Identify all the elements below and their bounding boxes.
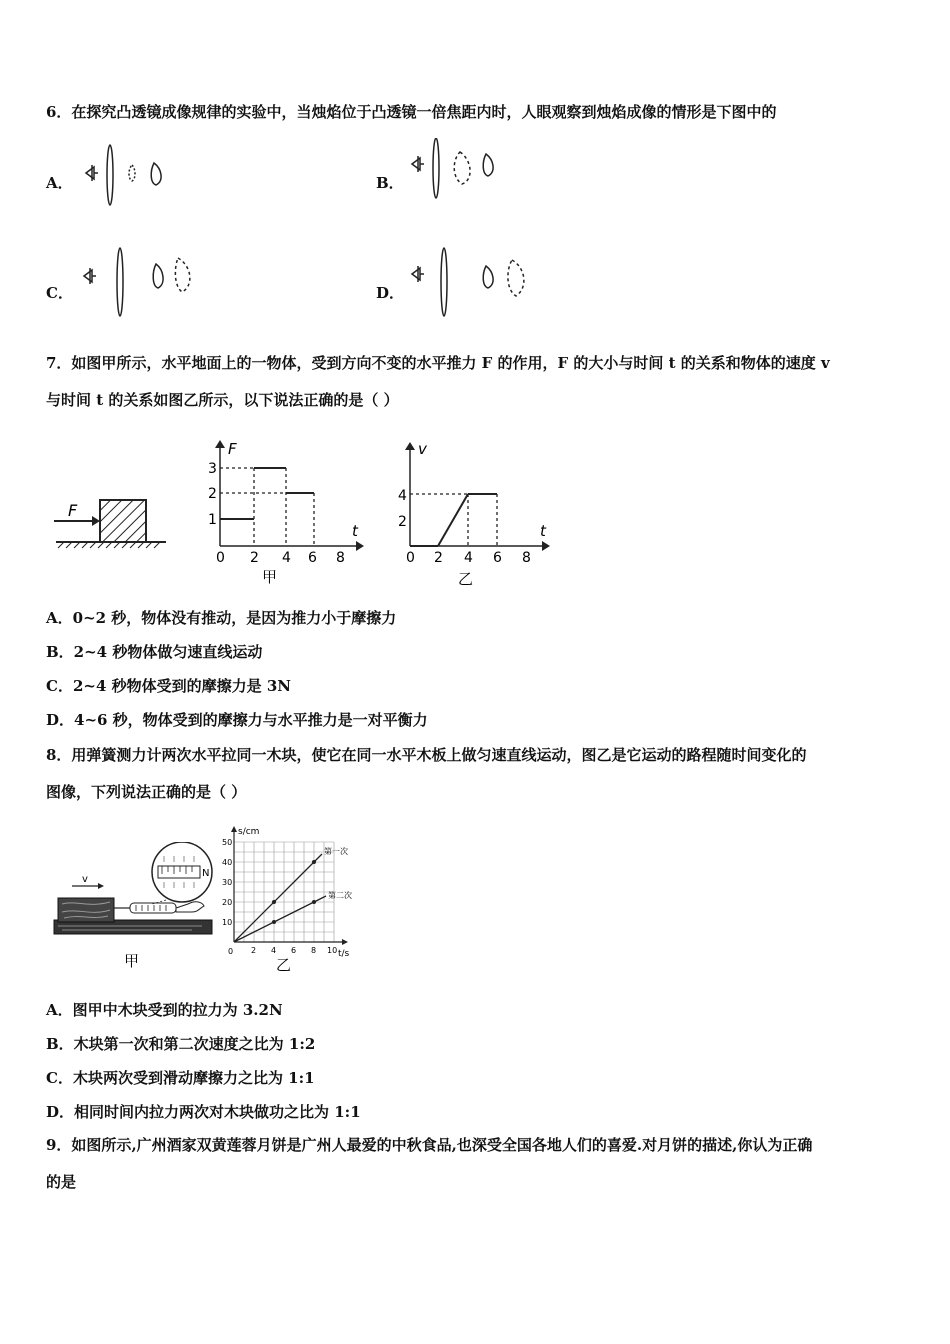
q6-option-a-diagram <box>78 143 178 211</box>
x-tick: 4 <box>271 946 277 955</box>
line-first <box>234 854 322 942</box>
graph-caption: 乙 <box>276 956 292 974</box>
flame-icon <box>151 163 161 185</box>
x-axis-label: t <box>540 522 546 540</box>
q8-option-b: B．木块第一次和第二次速度之比为 1:2 <box>46 1035 316 1053</box>
y-axis-label: F <box>228 440 237 458</box>
unit-label: N <box>202 868 210 879</box>
eye-icon <box>412 156 424 172</box>
q7-stem-line2: 与时间 t 的关系如图乙所示，以下说法正确的是（ ） <box>46 391 399 409</box>
y-tick: 3 <box>208 461 217 477</box>
q8-option-a: A．图甲中木块受到的拉力为 3.2N <box>46 1001 283 1019</box>
lens-icon <box>441 248 447 316</box>
q6-option-a-label: A． <box>46 174 73 192</box>
lens-icon <box>433 138 439 198</box>
x-tick: 2 <box>251 946 257 955</box>
q8-stem-line2: 图像，下列说法正确的是（ ） <box>46 783 247 801</box>
y-tick: 30 <box>222 878 233 887</box>
x-tick: 2 <box>434 550 443 566</box>
velocity-label: v <box>82 874 88 885</box>
q6-option-d-diagram <box>408 246 538 318</box>
flame-icon <box>153 264 163 288</box>
wood-block <box>58 898 114 922</box>
y-tick: 50 <box>222 838 233 847</box>
y-tick: 0 <box>228 947 234 956</box>
force-arrow-head <box>92 516 100 526</box>
lens-icon <box>107 145 113 205</box>
q6-option-c-diagram <box>78 246 198 318</box>
flame-image-icon <box>508 260 524 296</box>
q8-spring-scale-diagram <box>52 842 222 972</box>
q7-graph-f-t <box>196 436 372 586</box>
x-tick: 8 <box>311 946 317 955</box>
line-second-label: 第二次 <box>328 891 352 900</box>
flame-image-icon <box>454 152 470 184</box>
q7-option-b: B．2~4 秒物体做匀速直线运动 <box>46 643 263 661</box>
eye-icon <box>86 165 98 181</box>
q6-option-b-diagram <box>408 138 518 206</box>
hand-icon <box>176 902 204 912</box>
x-tick: 0 <box>216 550 225 566</box>
q6-option-d-label: D． <box>376 284 405 302</box>
velocity-line <box>410 494 497 546</box>
x-tick: 6 <box>493 550 502 566</box>
y-axis-label: v <box>418 440 427 458</box>
y-tick: 40 <box>222 858 233 867</box>
y-tick: 4 <box>398 488 407 504</box>
line-first-label: 第一次 <box>324 847 348 856</box>
x-tick: 8 <box>336 550 345 566</box>
q7-stem-line1: 7．如图甲所示，水平地面上的一物体，受到方向不变的水平推力 F 的作用，F 的大小与时间 t 的关系和物体的速度 v <box>46 354 830 372</box>
flame-image-icon <box>129 165 135 181</box>
y-tick: 20 <box>222 898 233 907</box>
x-tick: 4 <box>282 550 291 566</box>
q8-option-d: D．相同时间内拉力两次对木块做功之比为 1:1 <box>46 1103 361 1121</box>
q7-option-c: C．2~4 秒物体受到的摩擦力是 3N <box>46 677 291 695</box>
x-tick: 10 <box>327 946 338 955</box>
line-second <box>234 896 326 942</box>
x-tick: 8 <box>522 550 531 566</box>
x-tick: 6 <box>308 550 317 566</box>
x-tick: 2 <box>250 550 259 566</box>
q8-option-c: C．木块两次受到滑动摩擦力之比为 1:1 <box>46 1069 315 1087</box>
y-axis-label: s/cm <box>238 827 260 837</box>
q6-stem: 6．在探究凸透镜成像规律的实验中，当烛焰位于凸透镜一倍焦距内时，人眼观察到烛焰成像的情形是下图中的 <box>46 103 777 121</box>
x-axis-label: t/s <box>338 949 350 959</box>
y-tick: 2 <box>208 486 217 502</box>
flame-image-icon <box>175 258 190 292</box>
spring-scale <box>130 903 176 913</box>
eye-icon <box>84 268 96 284</box>
q7-option-a: A．0~2 秒，物体没有推动，是因为推力小于摩擦力 <box>46 609 397 627</box>
block <box>100 500 146 542</box>
y-tick: 2 <box>398 514 407 530</box>
y-tick: 10 <box>222 918 233 927</box>
x-axis-label: t <box>352 522 358 540</box>
graph-caption: 乙 <box>458 570 474 586</box>
x-tick: 0 <box>406 550 415 566</box>
q7-option-d: D．4~6 秒，物体受到的摩擦力与水平推力是一对平衡力 <box>46 711 428 729</box>
force-label: F <box>68 501 78 520</box>
q9-stem-line2: 的是 <box>46 1173 77 1191</box>
graph-caption: 甲 <box>262 568 278 586</box>
flame-icon <box>483 154 493 176</box>
q8-graph-s-t <box>218 822 368 974</box>
lens-icon <box>117 248 123 316</box>
y-tick: 1 <box>208 512 217 528</box>
eye-icon <box>412 266 424 282</box>
x-tick: 6 <box>291 946 297 955</box>
q9-stem-line1: 9．如图所示,广州酒家双黄莲蓉月饼是广州人最爱的中秋食品,也深受全国各地人们的喜爱.对月饼的描述,你认为正确 <box>46 1136 813 1154</box>
q6-option-c-label: C． <box>46 284 73 302</box>
flame-icon <box>483 266 493 288</box>
q7-block-diagram <box>52 490 182 556</box>
q8-stem-line1: 8．用弹簧测力计两次水平拉同一木块，使它在同一水平木板上做匀速直线运动，图乙是它运动的路程随时间变化的 <box>46 746 807 764</box>
q7-graph-v-t <box>386 436 562 586</box>
figure-caption: 甲 <box>124 952 140 970</box>
q6-option-b-label: B． <box>376 174 404 192</box>
x-tick: 4 <box>464 550 473 566</box>
